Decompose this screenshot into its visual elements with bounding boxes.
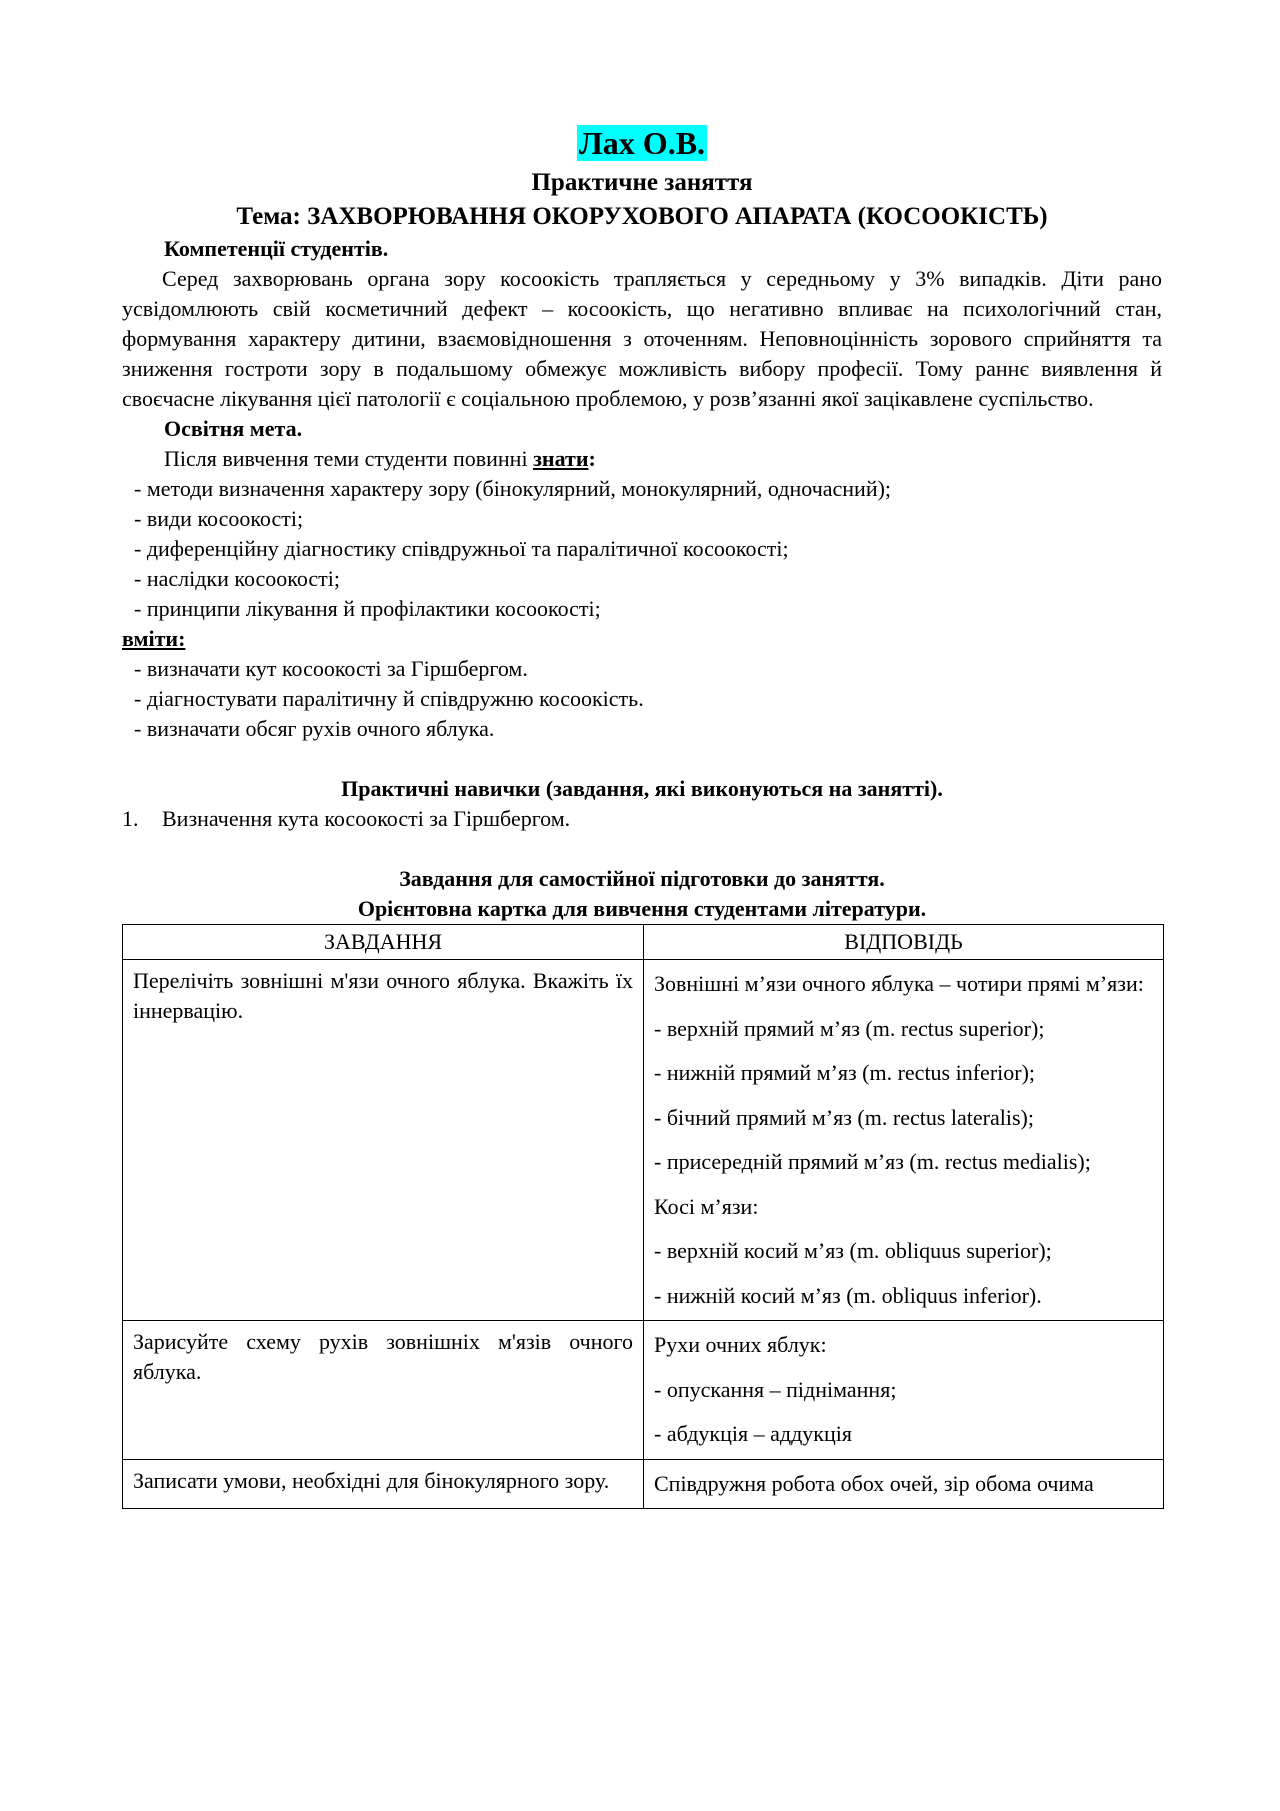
know-list [122, 474, 1162, 624]
table-row [123, 1459, 1164, 1509]
table-header-task: ЗАВДАННЯ [123, 925, 644, 960]
know-intro-text: Після вивчення теми студенти повинні [164, 446, 534, 471]
answer-line: Рухи очних яблук: [654, 1332, 827, 1357]
table-row [123, 960, 1164, 1321]
self-prep-heading: Завдання для самостійної підготовки до заняття. [399, 866, 885, 891]
document-content [122, 120, 1162, 1509]
study-card-table [122, 924, 1164, 1509]
know-word: знати [533, 446, 589, 471]
know-intro [122, 444, 1162, 474]
spacer [122, 834, 1162, 864]
answer-line: - опускання – піднімання; [654, 1376, 897, 1402]
card-heading: Орієнтовна картка для вивчення студентами літератури. [357, 896, 927, 921]
table-header-answer: ВІДПОВІДЬ [644, 925, 1164, 960]
answer-line: - абдукція – аддукція [654, 1421, 852, 1446]
know-item: - види косоокості; [134, 506, 304, 531]
author-highlight: Лах О.В. [578, 125, 706, 161]
know-item: - принципи лікування й профілактики косоокості; [134, 596, 601, 621]
skills-heading: вміти: [122, 626, 186, 651]
know-item: - методи визначення характеру зору (бінокулярний, монокулярний, одночасний); [134, 476, 892, 501]
subtitle: Практичне заняття [531, 169, 753, 196]
answer-line: - нижній косий м’яз (m. obliquus inferior). [654, 1282, 1042, 1308]
practical-heading: Практичні навички (завдання, які виконуються на занятті). [341, 776, 943, 801]
answer-line: - бічний прямий м’яз (m. rectus lateralis); [654, 1104, 1034, 1130]
skill-item: - визначати кут косоокості за Гіршбергом. [134, 656, 528, 681]
task-cell: Записати умови, необхідні для бінокулярного зору. [123, 1459, 644, 1509]
skills-list [122, 654, 1162, 744]
author-name [122, 120, 1162, 166]
topic-title: Тема: ЗАХВОРЮВАННЯ ОКОРУХОВОГО АПАРАТА (КОСООКІСТЬ) [236, 203, 1048, 230]
answer-line: - верхній косий м’яз (m. obliquus superior); [654, 1238, 1052, 1263]
skill-item: - визначати обсяг рухів очного яблука. [134, 716, 495, 741]
practical-item [122, 804, 1162, 834]
answer-line: Зовнішні м’язи очного яблука – чотири прямі м’язи: [654, 971, 1144, 996]
competence-text: Серед захворювань органа зору косоокість трапляється у середньому у 3% випадків. Діти рано усвідомлюють свій косметичний дефект – косоокість, що негативно впливає на психологічний стан, формування характеру дитини, взаємовідношення з оточенням. Неповноцінність зорового сприйняття та зниження гостроти зору в подальшому обмежує можливість вибору професії. Тому раннє виявлення й своєчасне лікування цієї патології є соціальною проблемою, у розв’язанні якої зацікавлене суспільство. [122, 266, 1162, 411]
know-colon: : [588, 446, 596, 471]
answer-cell [644, 960, 1164, 1321]
task-cell: Зарисуйте схему рухів зовнішніх м'язів очного яблука. [123, 1321, 644, 1460]
answer-line: - нижній прямий м’яз (m. rectus inferior); [654, 1060, 1036, 1085]
know-item: - диференційну діагностику співдружньої та паралітичної косоокості; [134, 536, 789, 561]
answer-line: - присередній прямий м’яз (m. rectus medialis); [654, 1149, 1091, 1174]
know-item: - наслідки косоокості; [134, 566, 340, 591]
practical-item-number: 1. [122, 806, 139, 831]
task-cell: Перелічіть зовнішні м'язи очного яблука. Вкажіть їх іннервацію. [123, 960, 644, 1321]
aim-heading: Освітня мета. [164, 416, 303, 441]
competence-heading: Компетенції студентів. [164, 236, 389, 261]
practical-item-text: Визначення кута косоокості за Гіршбергом. [162, 806, 571, 831]
answer-line: - верхній прямий м’яз (m. rectus superior); [654, 1015, 1045, 1041]
answer-cell [644, 1459, 1164, 1509]
table-row [123, 1321, 1164, 1460]
answer-line: Косі м’язи: [654, 1193, 759, 1219]
answer-line: Співдружня робота обох очей, зір обома очима [654, 1470, 1094, 1496]
answer-cell [644, 1321, 1164, 1460]
skill-item: - діагностувати паралітичну й співдружню косоокість. [134, 686, 644, 711]
table-header-row [123, 925, 1164, 960]
spacer [122, 744, 1162, 774]
